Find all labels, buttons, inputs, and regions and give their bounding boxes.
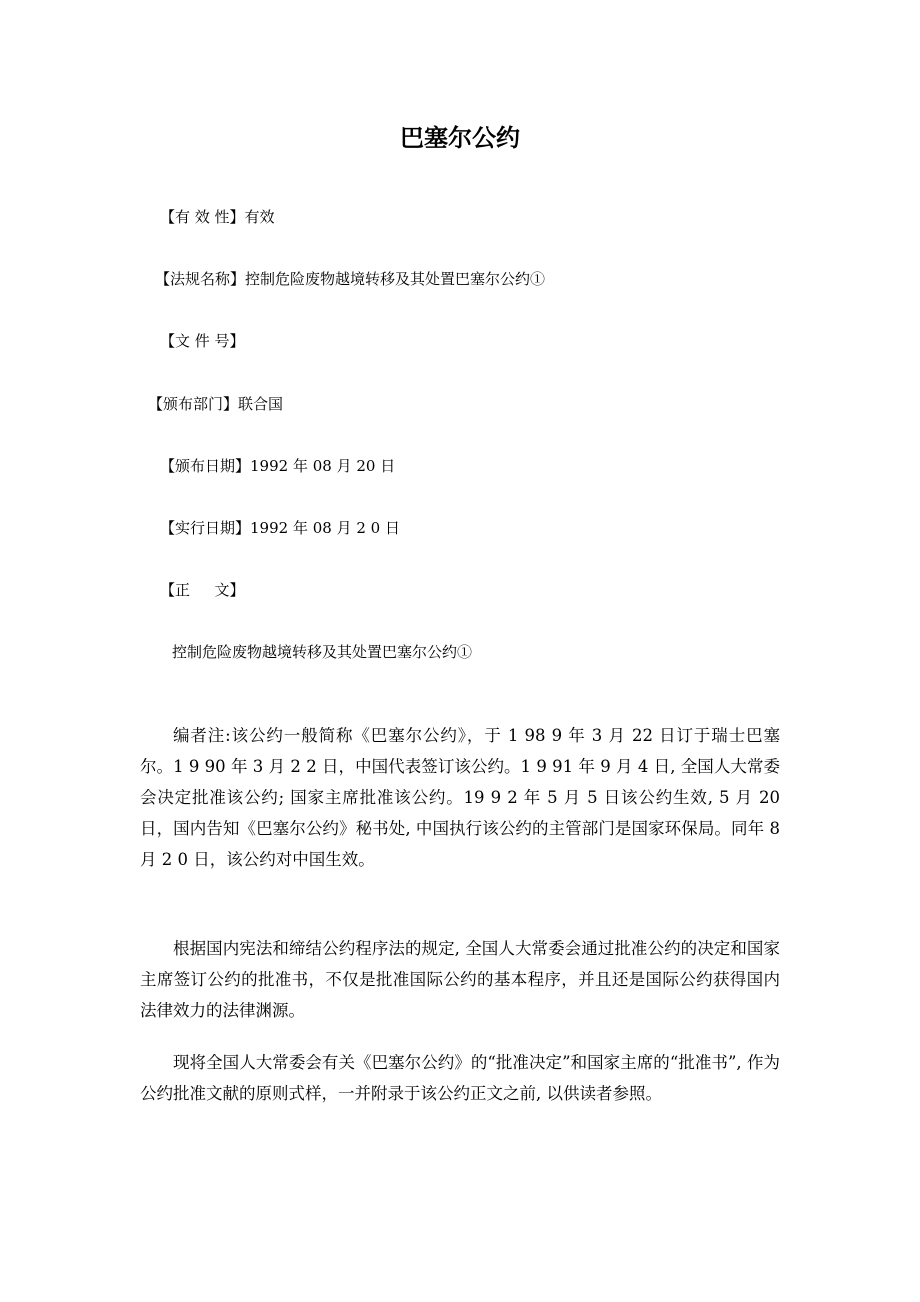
convention-subtitle: 控制危险废物越境转移及其处置巴塞尔公约① — [172, 643, 473, 661]
issuing-department-field: 【颁布部门】联合国 — [148, 395, 284, 413]
validity-field: 【有 效 性】有效 — [160, 208, 275, 226]
document-number-field: 【文 件 号】 — [160, 332, 245, 350]
document-title: 巴塞尔公约 — [400, 124, 520, 152]
legal-basis-paragraph: 根据国内宪法和缔结公约程序法的规定, 全国人大常委会通过批准公约的决定和国家主席签订公约的批准书，不仅是批准国际公约的基本程序，并且还是国际公约获得国内法律效力的法律渊源。 — [140, 939, 780, 1020]
body-label: 【正 文】 — [160, 581, 245, 599]
effective-date-field: 【实行日期】1992 年 08 月 2 0 日 — [160, 519, 400, 537]
issue-date-field: 【颁布日期】1992 年 08 月 20 日 — [160, 457, 396, 475]
editor-note-paragraph: 编者注:该公约一般简称《巴塞尔公约》，于 1 98 9 年 3 月 22 日订于瑞士巴塞尔。1 9 90 年 3 月 2 2 日，中国代表签订该公约。1 9 91 年 9 月 4 日, 全国人大常委会决定批准该公约; 国家主席批准该公约。19 9 2 年 5 月 5 日该公约生效, 5 月 20 日，国内告知《巴塞尔公约》秘书处, 中国执行该公约的主管部门是国家环保局。同年 8 月 2 0 日，该公约对中国生效。 — [140, 726, 780, 869]
law-name-field: 【法规名称】控制危险废物越境转移及其处置巴塞尔公约① — [155, 270, 546, 288]
appendix-note-paragraph: 现将全国人大常委会有关《巴塞尔公约》的“批准决定”和国家主席的“批准书”, 作为公约批准文献的原则式样，一并附录于该公约正文之前, 以供读者参照。 — [140, 1053, 780, 1103]
